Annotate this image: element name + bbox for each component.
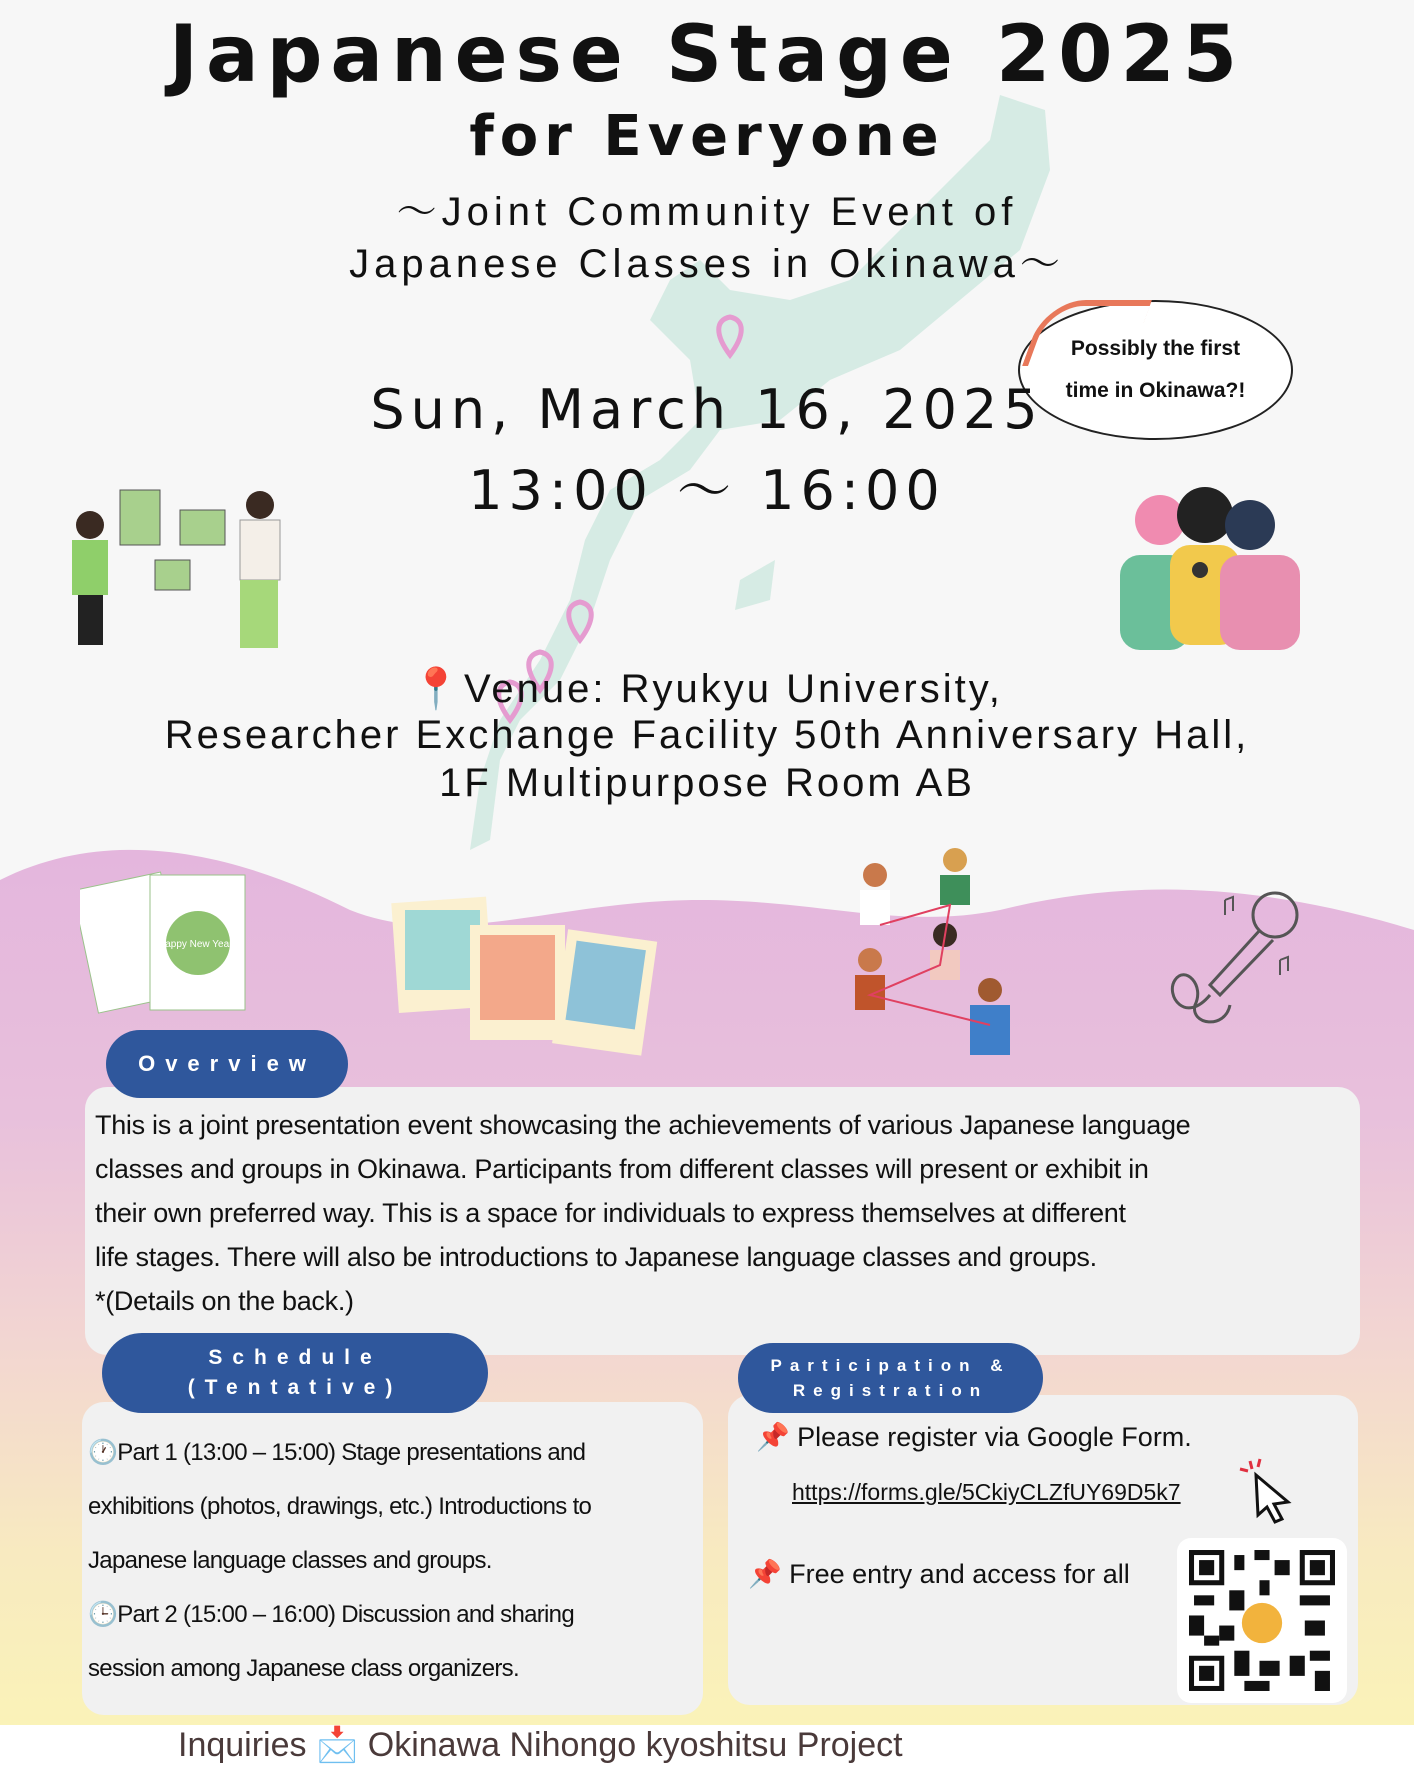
people-singing-illustration xyxy=(1110,485,1310,655)
pushpin-icon: 📌 xyxy=(756,1422,790,1452)
registration-label xyxy=(738,1343,1043,1413)
qr-code[interactable] xyxy=(1177,1538,1347,1703)
people-viewing-pictures-illustration xyxy=(60,485,290,655)
venue-line-1: 📍Venue: Ryukyu University, xyxy=(411,667,1003,711)
schedule-line: 🕐Part 1 (13:00 – 15:00) Stage presentations and xyxy=(88,1439,586,1466)
cursor-click-icon xyxy=(1238,1457,1298,1527)
overview-text-line: classes and groups in Okinawa. Participants from different classes will present or exhibit in xyxy=(95,1154,1149,1184)
clock-icon: 🕐 xyxy=(88,1439,118,1466)
schedule-line: 🕒Part 2 (15:00 – 16:00) Discussion and sharing xyxy=(88,1601,574,1628)
event-title: Japanese Stage 2025 xyxy=(168,10,1246,100)
inquiries-label: Inquiries xyxy=(178,1726,307,1764)
tagline-line-2: Japanese Classes in Okinawa～ xyxy=(349,242,1065,286)
overview-label: Overview xyxy=(106,1030,348,1098)
register-instruction: 📌 Please register via Google Form. xyxy=(756,1422,1192,1452)
schedule-box xyxy=(82,1402,703,1715)
registration-label-line-1: Participation & xyxy=(770,1356,1011,1375)
pushpin-icon: 📌 xyxy=(748,1559,782,1589)
event-subtitle: for Everyone xyxy=(469,104,945,169)
organization-name: Okinawa Nihongo kyoshitsu Project xyxy=(367,1726,903,1764)
bubble-line-2: time in Okinawa?! xyxy=(1065,379,1246,402)
new-year-card-illustration xyxy=(80,865,255,1020)
schedule-label xyxy=(102,1333,488,1413)
event-time: 13:00 ～ 16:00 xyxy=(468,459,946,522)
microphone-illustration xyxy=(1155,885,1310,1035)
clock-icon: 🕒 xyxy=(88,1601,118,1628)
overview-box xyxy=(85,1087,1360,1355)
photos-illustration xyxy=(390,895,660,1065)
overview-text-line: their own preferred way. This is a space for individuals to express themselves at different xyxy=(95,1198,1126,1228)
bubble-line-1: Possibly the first xyxy=(1070,337,1241,360)
google-form-link[interactable]: https://forms.gle/5CkiyCLZfUY69D5k7 xyxy=(792,1479,1181,1505)
schedule-label-line-2: (Tentative) xyxy=(187,1376,403,1399)
tagline-line-1: ～Joint Community Event of xyxy=(396,190,1018,234)
registration-label-line-2: Registration xyxy=(792,1381,989,1400)
people-connected-illustration xyxy=(840,845,1040,1065)
schedule-line: session among Japanese class organizers. xyxy=(88,1655,519,1682)
schedule-line: exhibitions (photos, drawings, etc.) Introductions to xyxy=(88,1493,592,1520)
overview-text-line: life stages. There will also be introductions to Japanese language classes and groups. xyxy=(95,1242,1097,1272)
envelope-icon: 📩 xyxy=(315,1726,359,1764)
schedule-line: Japanese language classes and groups. xyxy=(88,1547,492,1574)
registration-box xyxy=(728,1395,1358,1705)
event-date: Sun, March 16, 2025 xyxy=(370,378,1044,441)
free-entry-text: 📌 Free entry and access for all xyxy=(748,1559,1130,1589)
venue-line-3: 1F Multipurpose Room AB xyxy=(439,761,975,805)
venue-line-2: Researcher Exchange Facility 50th Anniversary Hall, xyxy=(164,713,1250,757)
inquiries-line xyxy=(178,1725,903,1765)
overview-text-line: This is a joint presentation event showcasing the achievements of various Japanese language xyxy=(95,1110,1191,1140)
schedule-label-line-1: Schedule xyxy=(208,1346,382,1369)
location-pin-icon: 📍 xyxy=(411,667,464,711)
card-text: Happy New Year!! xyxy=(157,939,239,950)
overview-text-line: *(Details on the back.) xyxy=(95,1286,354,1316)
